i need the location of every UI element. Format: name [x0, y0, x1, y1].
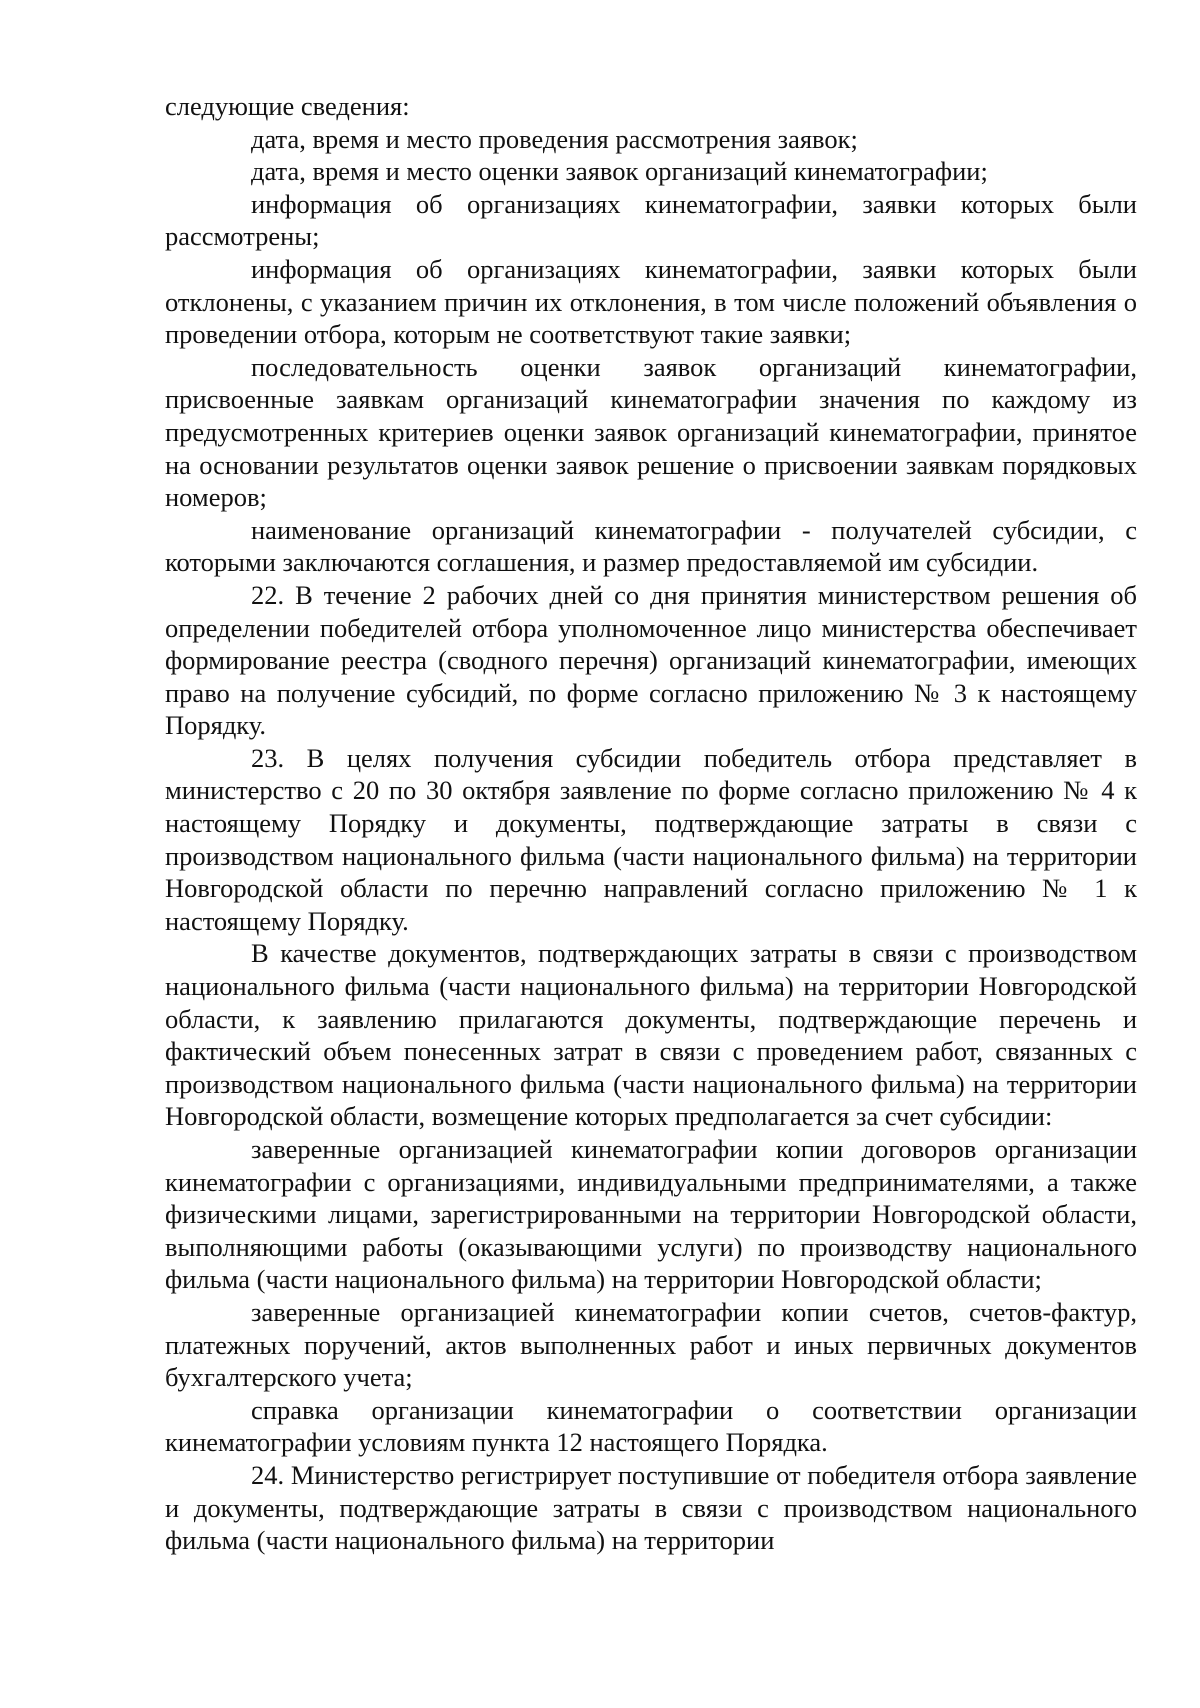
clause-24: 24. Министерство регистрирует поступившие от победителя отбора заявление и документы, подтверждающие затраты в связи с производством национального фильма (части национального фильма) на территории: [165, 1459, 1137, 1556]
clause-23: 23. В целях получения субсидии победитель отбора представляет в министерство с 20 по 30 октября заявление по форме согласно приложению № 4 к настоящему Порядку и документы, подтверждающие затраты в связи с производством национального фильма (части национального фильма) на территории Новгородской области по перечню направлений согласно приложению № 1 к настоящему Порядку.: [165, 742, 1137, 936]
list-item-contract-copies: заверенные организацией кинематографии копии договоров организации кинематографии с организациями, индивидуальными предпринимателями, а также физическими лицами, зарегистрированными на территории Новгородской области, выполняющими работы (оказывающими услуги) по производству национального фильма (части национального фильма) на территории Новгородской области;: [165, 1134, 1137, 1295]
list-item-reviewed-applications: информация об организациях кинематографии, заявки которых были рассмотрены;: [165, 188, 1137, 252]
list-item-invoice-copies: заверенные организацией кинематографии копии счетов, счетов-фактур, платежных поручений, актов выполненных работ и иных первичных документов бухгалтерского учета;: [165, 1296, 1137, 1393]
document-page: [165, 90, 1137, 1557]
list-item-evaluation-sequence: последовательность оценки заявок организаций кинематографии, присвоенные заявкам организаций кинематографии значения по каждому из предусмотренных критериев оценки заявок организаций кинематографии, принятое на основании результатов оценки заявок решение о присвоении заявкам порядковых номеров;: [165, 351, 1137, 513]
list-item-evaluation-date: дата, время и место оценки заявок организаций кинематографии;: [251, 156, 988, 187]
list-item-recipients: наименование организаций кинематографии - получателей субсидии, с которыми заключаются соглашения, и размер предоставляемой им субсидии.: [165, 514, 1137, 578]
list-item-rejected-applications: информация об организациях кинематографии, заявки которых были отклонены, с указанием причин их отклонения, в том числе положений объявления о проведении отбора, которым не соответствуют такие заявки;: [165, 253, 1137, 350]
paragraph-supporting-documents: В качестве документов, подтверждающих затраты в связи с производством национального фильма (части национального фильма) на территории Новгородской области, к заявлению прилагаются документы, подтверждающие перечень и фактический объем понесенных затрат в связи с проведением работ, связанных с производством национального фильма (части национального фильма) на территории Новгородской области, возмещение которых предполагается за счет субсидии:: [165, 938, 1137, 1132]
list-item-review-date: дата, время и место проведения рассмотрения заявок;: [251, 123, 858, 154]
clause-22: 22. В течение 2 рабочих дней со дня принятия министерством решения об определении победителей отбора уполномоченное лицо министерства обеспечивает формирование реестра (сводного перечня) организаций кинематографии, имеющих право на получение субсидий, по форме согласно приложению № 3 к настоящему Порядку.: [165, 579, 1137, 741]
paragraph-intro: следующие сведения:: [165, 91, 410, 121]
list-item-compliance-certificate: справка организации кинематографии о соответствии организации кинематографии условиям пункта 12 настоящего Порядка.: [165, 1394, 1137, 1458]
